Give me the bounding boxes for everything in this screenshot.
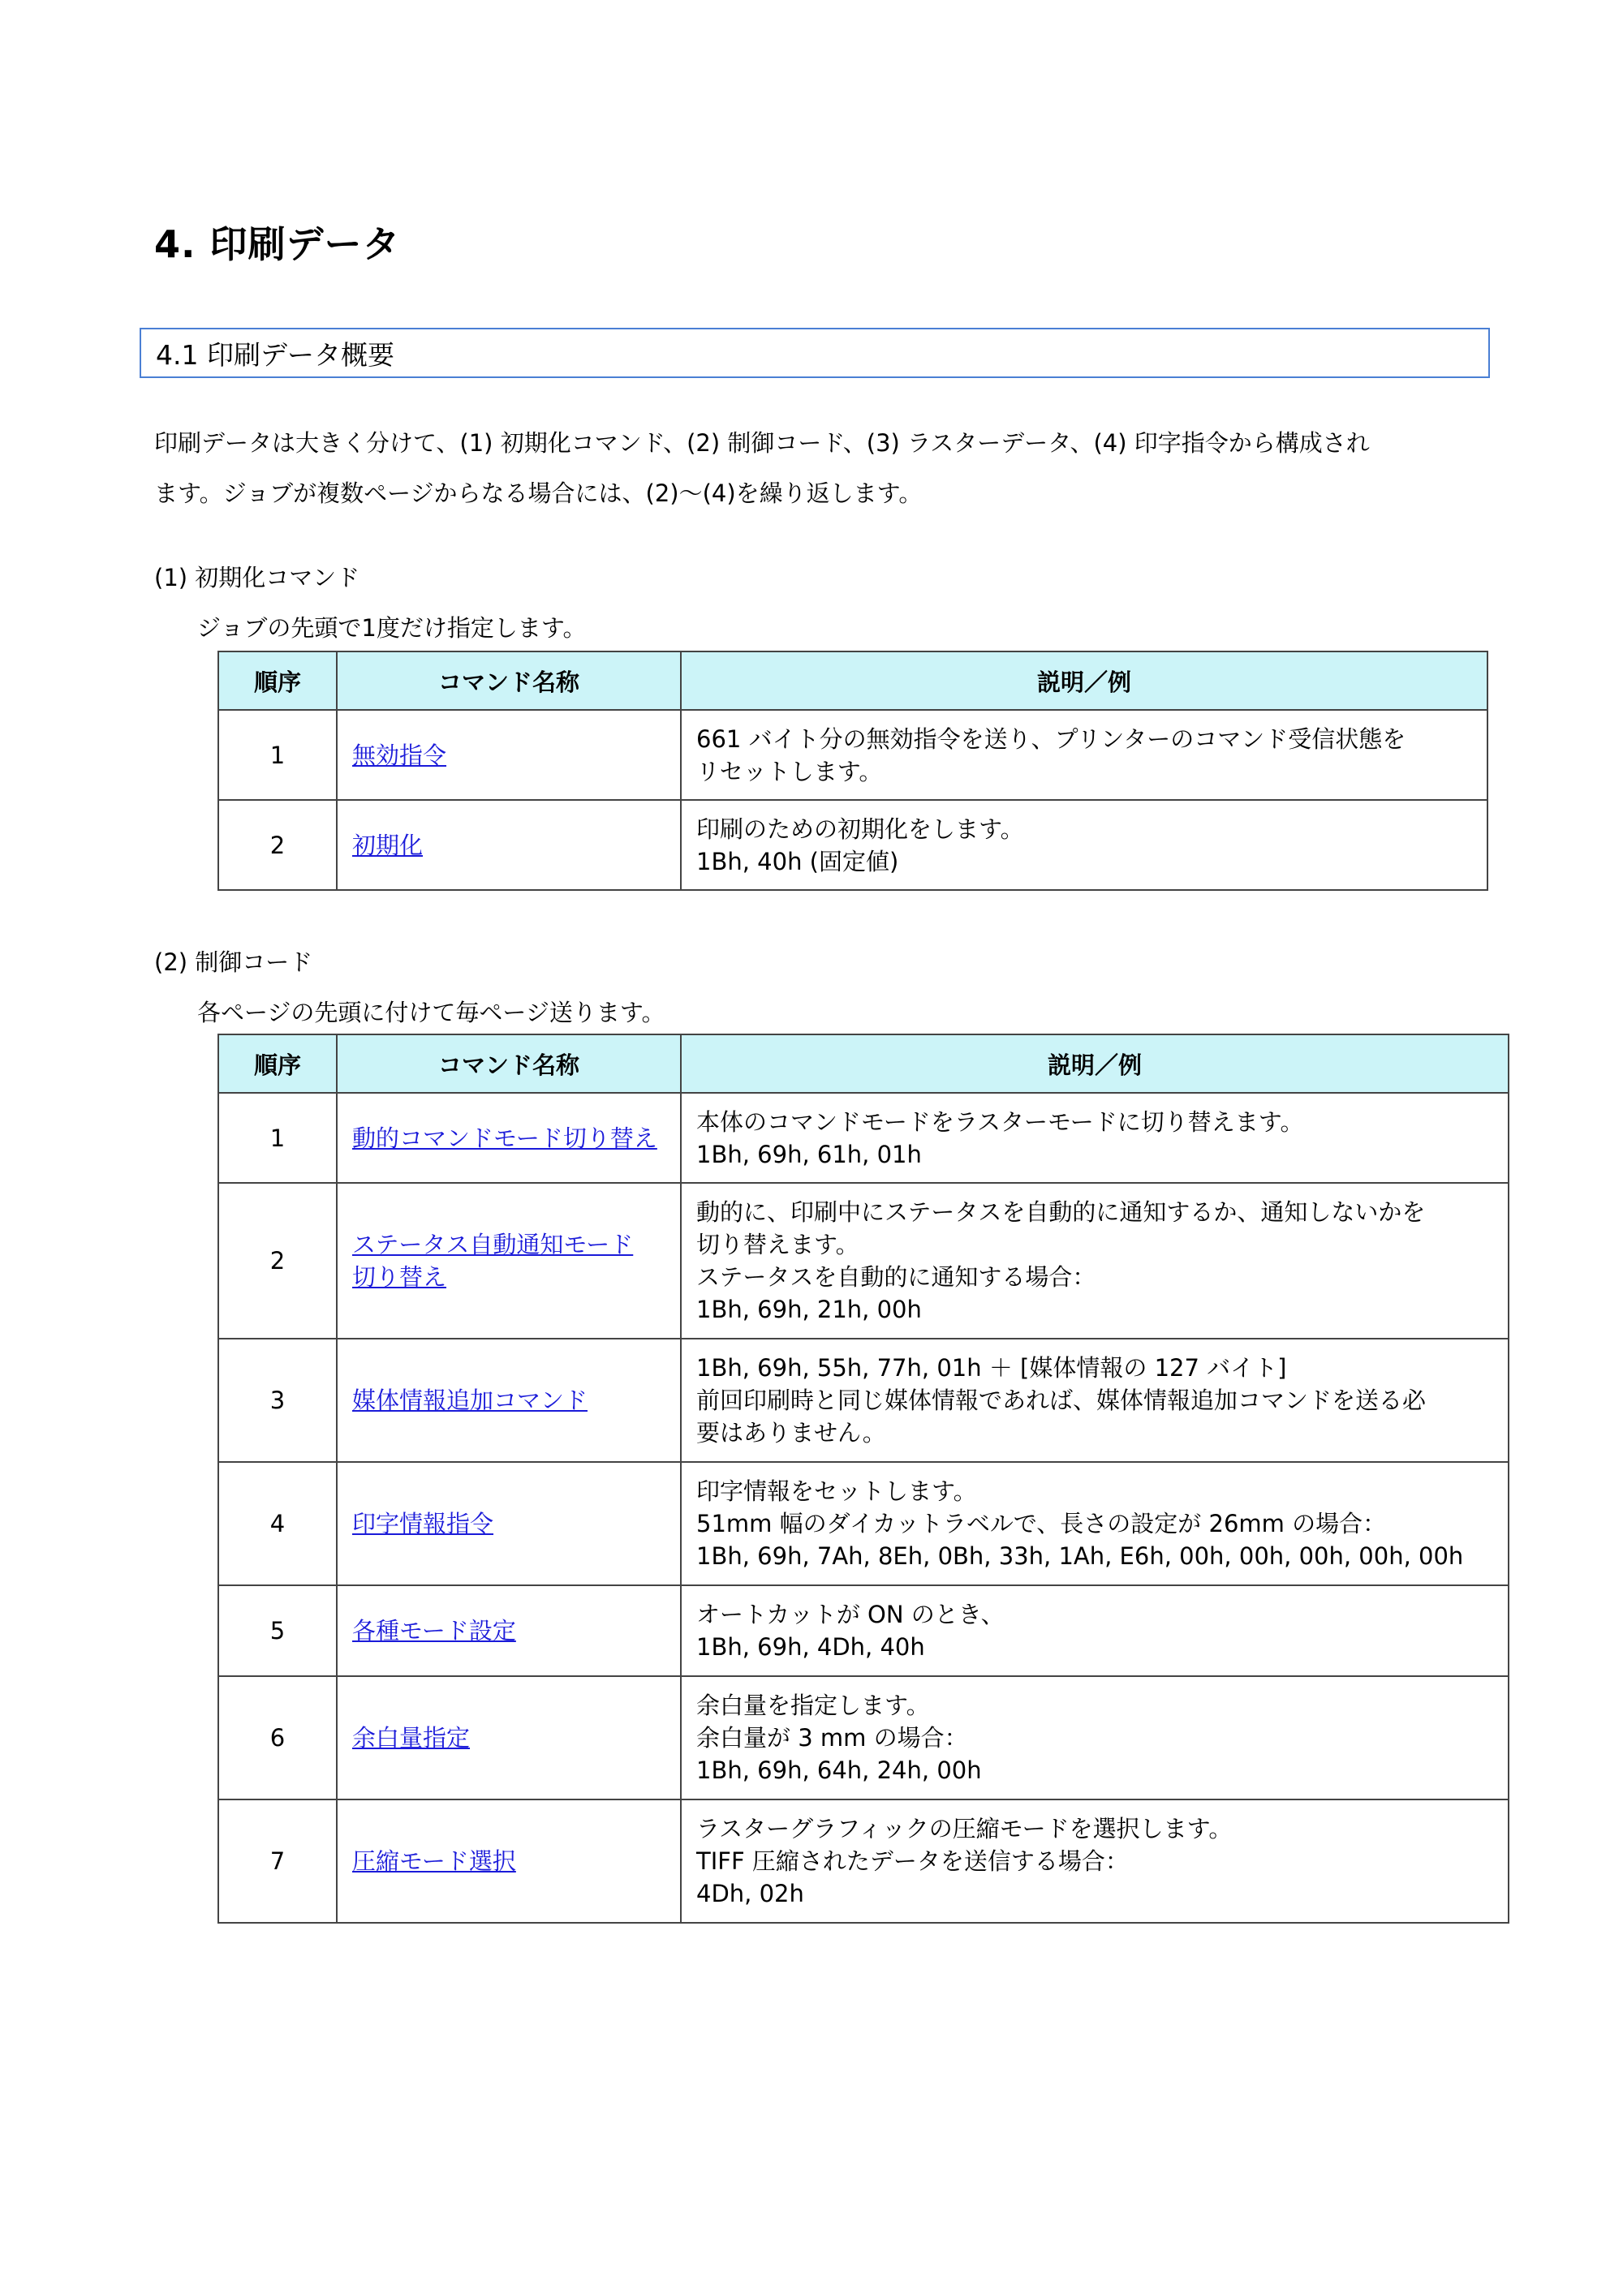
description-line: 余白量が 3 mm の場合：	[696, 1724, 968, 1752]
command-link[interactable]: 無効指令	[352, 741, 447, 769]
command-link-line: ステータス自動通知モード	[352, 1231, 634, 1258]
row-description	[681, 1799, 1509, 1923]
command-link-line: 切り替え	[352, 1263, 447, 1291]
row-description	[681, 800, 1487, 890]
description-line: 動的に、印刷中にステータスを自動的に通知するか、通知しないかを	[696, 1198, 1426, 1226]
description-line: 1Bh, 69h, 21h, 00h	[696, 1296, 922, 1323]
row-order: 5	[218, 1585, 337, 1676]
row-order: 2	[218, 1183, 337, 1339]
row-order: 7	[218, 1799, 337, 1923]
description-line: ステータスを自動的に通知する場合：	[696, 1263, 1096, 1291]
command-link[interactable]: 動的コマンドモード切り替え	[352, 1124, 657, 1152]
table-row	[218, 1093, 1509, 1183]
table-row	[218, 1585, 1509, 1676]
table-row	[218, 1339, 1509, 1462]
description-line: 1Bh, 69h, 61h, 01h	[696, 1140, 922, 1168]
init-section-description: ジョブの先頭で1度だけ指定します。	[197, 614, 587, 642]
header-order: 順序	[218, 1034, 337, 1093]
description-line: 1Bh, 40h (固定値)	[696, 847, 899, 875]
command-link[interactable]: 初期化	[352, 831, 424, 859]
table-row	[218, 1462, 1509, 1585]
row-order: 2	[218, 800, 337, 890]
description-line: 印刷のための初期化をします。	[696, 815, 1024, 843]
description-line: リセットします。	[696, 757, 883, 785]
table-header-row	[218, 651, 1487, 710]
table-header-row	[218, 1034, 1509, 1093]
description-line: 1Bh, 69h, 55h, 77h, 01h ＋ [媒体情報の 127 バイト]	[696, 1354, 1287, 1382]
intro-paragraph	[154, 418, 1485, 518]
table-row	[218, 1799, 1509, 1923]
row-description	[681, 1676, 1509, 1799]
header-description: 説明／例	[681, 651, 1487, 710]
section-title: 4.1 印刷データ概要	[156, 338, 394, 371]
control-section-description: 各ページの先頭に付けて毎ページ送ります。	[197, 999, 665, 1026]
table-row	[218, 1183, 1509, 1339]
description-line: オートカットが ON のとき、	[696, 1601, 1005, 1628]
description-line: ラスターグラフィックの圧縮モードを選択します。	[696, 1815, 1233, 1842]
row-order: 4	[218, 1462, 337, 1585]
description-line: 印字情報をセットします。	[696, 1477, 977, 1505]
row-command-name	[337, 800, 681, 890]
header-description: 説明／例	[681, 1034, 1509, 1093]
description-line: 1Bh, 69h, 7Ah, 8Eh, 0Bh, 33h, 1Ah, E6h, 00h, 00h, 00h, 00h, 00h	[696, 1542, 1464, 1570]
row-command-name	[337, 1183, 681, 1339]
row-description	[681, 1462, 1509, 1585]
control-section-heading: (2) 制御コード	[154, 948, 313, 976]
table-row	[218, 710, 1487, 800]
command-link[interactable]: 圧縮モード選択	[352, 1847, 516, 1875]
header-order: 順序	[218, 651, 337, 710]
table-row	[218, 800, 1487, 890]
row-description	[681, 1585, 1509, 1676]
command-link[interactable]: 余白量指定	[352, 1724, 471, 1752]
init-command-table	[217, 651, 1488, 891]
row-order: 1	[218, 710, 337, 800]
row-command-name	[337, 1093, 681, 1183]
header-command-name: コマンド名称	[337, 651, 681, 710]
command-link[interactable]: 媒体情報追加コマンド	[352, 1387, 588, 1414]
row-order: 6	[218, 1676, 337, 1799]
row-command-name	[337, 1462, 681, 1585]
row-command-name	[337, 1676, 681, 1799]
description-line: 51mm 幅のダイカットラベルで、長さの設定が 26mm の場合：	[696, 1510, 1387, 1537]
chapter-title: 4. 印刷データ	[154, 222, 401, 266]
description-line: 要はありません。	[696, 1419, 886, 1447]
row-command-name	[337, 1799, 681, 1923]
description-line: 661 バイト分の無効指令を送り、プリンターのコマンド受信状態を	[696, 724, 1406, 753]
row-description	[681, 1093, 1509, 1183]
description-line: 1Bh, 69h, 4Dh, 40h	[696, 1633, 925, 1661]
description-line: 本体のコマンドモードをラスターモードに切り替えます。	[696, 1107, 1304, 1136]
command-link[interactable]	[352, 1228, 679, 1293]
row-command-name	[337, 1339, 681, 1462]
description-line: 余白量を指定します。	[696, 1692, 930, 1719]
header-command-name: コマンド名称	[337, 1034, 681, 1093]
intro-line: 印刷データは大きく分けて、(1) 初期化コマンド、(2) 制御コード、(3) ラスターデータ、(4) 印字指令から構成され	[154, 429, 1370, 457]
control-code-table	[217, 1034, 1509, 1924]
description-line: 前回印刷時と同じ媒体情報であれば、媒体情報追加コマンドを送る必	[696, 1387, 1427, 1414]
description-line: 1Bh, 69h, 64h, 24h, 00h	[696, 1756, 982, 1784]
row-description	[681, 1339, 1509, 1462]
table-row	[218, 1676, 1509, 1799]
section-heading-box	[140, 328, 1490, 378]
description-line: TIFF 圧縮されたデータを送信する場合：	[696, 1847, 1129, 1875]
init-section-heading: (1) 初期化コマンド	[154, 564, 360, 591]
row-command-name	[337, 1585, 681, 1676]
description-line: 4Dh, 02h	[696, 1880, 804, 1907]
row-order: 1	[218, 1093, 337, 1183]
intro-line: ます。ジョブが複数ページからなる場合には、(2)〜(4)を繰り返します。	[154, 479, 923, 507]
row-description	[681, 710, 1487, 800]
row-command-name	[337, 710, 681, 800]
description-line: 切り替えます。	[696, 1231, 859, 1258]
command-link[interactable]: 印字情報指令	[352, 1510, 494, 1537]
command-link[interactable]: 各種モード設定	[352, 1617, 516, 1645]
row-description	[681, 1183, 1509, 1339]
row-order: 3	[218, 1339, 337, 1462]
